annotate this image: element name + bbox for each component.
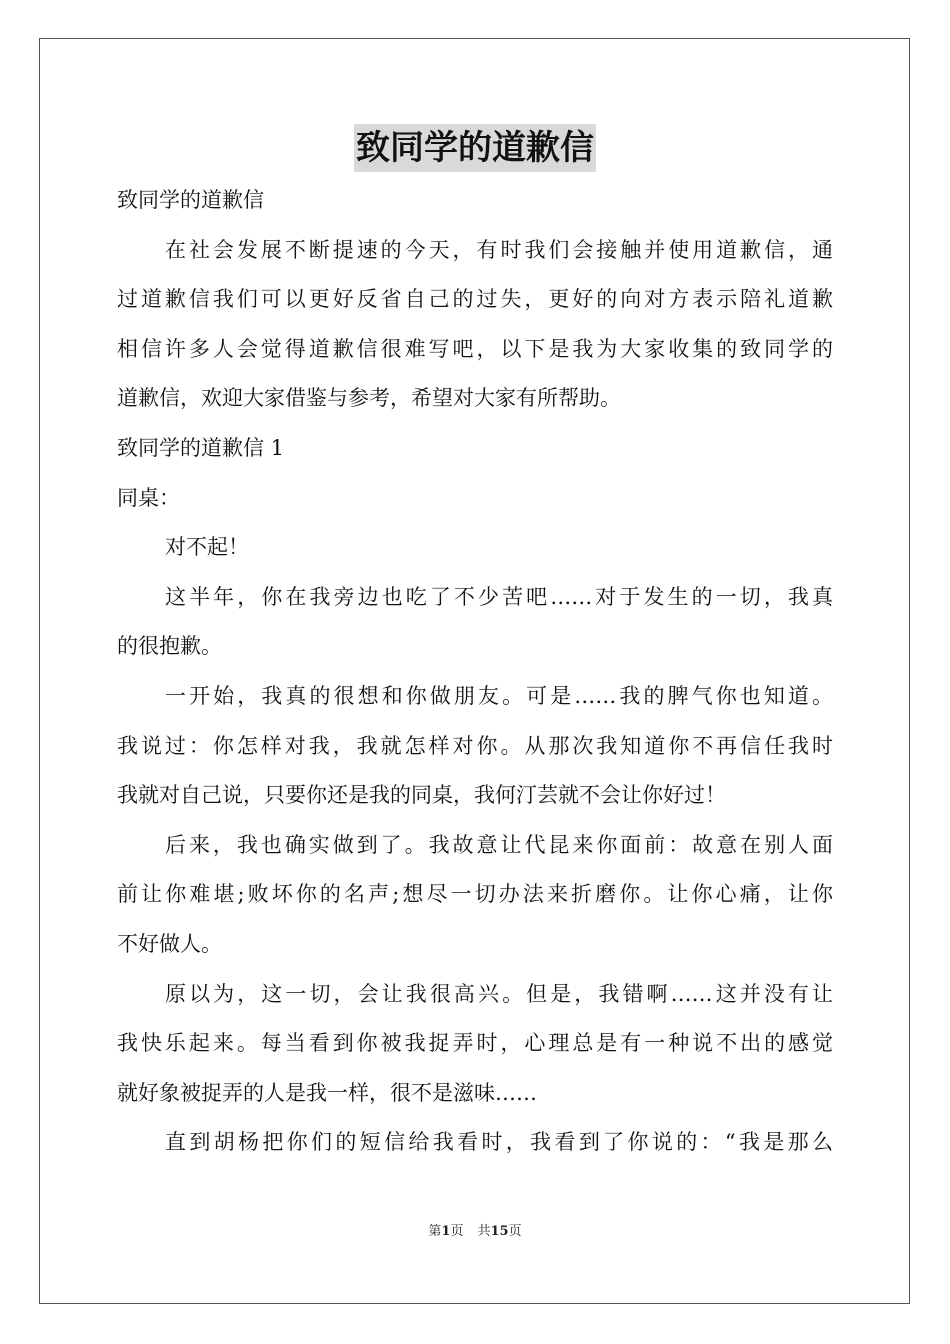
text-line: 相信许多人会觉得道歉信很难写吧，以下是我为大家收集的致同学的 — [117, 336, 833, 361]
text-line: 致同学的道歉信 1 — [117, 435, 285, 460]
footer-page-suffix: 页 — [450, 1224, 464, 1239]
text-line: 过道歉信我们可以更好反省自己的过失，更好的向对方表示陪礼道歉 — [117, 287, 833, 312]
text-line: 同桌： — [117, 485, 180, 510]
footer-total-suffix: 页 — [508, 1224, 522, 1239]
text-line: 我快乐起来。每当看到你被我捉弄时，心理总是有一种说不出的感觉 — [117, 1031, 833, 1056]
footer-page-number: 1 — [441, 1224, 451, 1239]
text-line: 这半年，你在我旁边也吃了不少苦吧……对于发生的一切，我真 — [165, 584, 833, 609]
text-line: 前让你难堪;败坏你的名声;想尽一切办法来折磨你。让你心痛，让你 — [117, 882, 833, 907]
text-line: 我说过：你怎样对我，我就怎样对你。从那次我知道你不再信任我时 — [117, 733, 833, 758]
text-line: 道歉信，欢迎大家借鉴与参考，希望对大家有所帮助。 — [117, 386, 621, 411]
footer-page-prefix: 第 — [428, 1224, 442, 1239]
footer-total-prefix: 共 — [477, 1224, 491, 1239]
text-line: 直到胡杨把你们的短信给我看时，我看到了你说的：“我是那么 — [165, 1130, 833, 1155]
document-body — [117, 176, 833, 1168]
title-container — [0, 124, 950, 172]
text-line: 的很抱歉。 — [117, 634, 222, 659]
footer-total-pages: 15 — [490, 1224, 509, 1239]
page-footer — [0, 1220, 950, 1239]
text-line: 后来，我也确实做到了。我故意让代昆来你面前：故意在别人面 — [165, 832, 833, 857]
text-line: 不好做人。 — [117, 931, 222, 956]
text-line: 对不起！ — [165, 535, 249, 560]
text-line: 在社会发展不断提速的今天，有时我们会接触并使用道歉信，通 — [165, 237, 833, 262]
text-line: 致同学的道歉信 — [117, 188, 264, 212]
text-line: 一开始，我真的很想和你做朋友。可是……我的脾气你也知道。 — [165, 683, 833, 708]
text-line: 原以为，这一切，会让我很高兴。但是，我错啊……这并没有让 — [165, 981, 833, 1006]
document-title: 致同学的道歉信 — [354, 124, 596, 172]
text-line: 我就对自己说，只要你还是我的同桌，我何汀芸就不会让你好过！ — [117, 783, 726, 808]
text-line: 就好象被捉弄的人是我一样，很不是滋味…… — [117, 1080, 537, 1105]
